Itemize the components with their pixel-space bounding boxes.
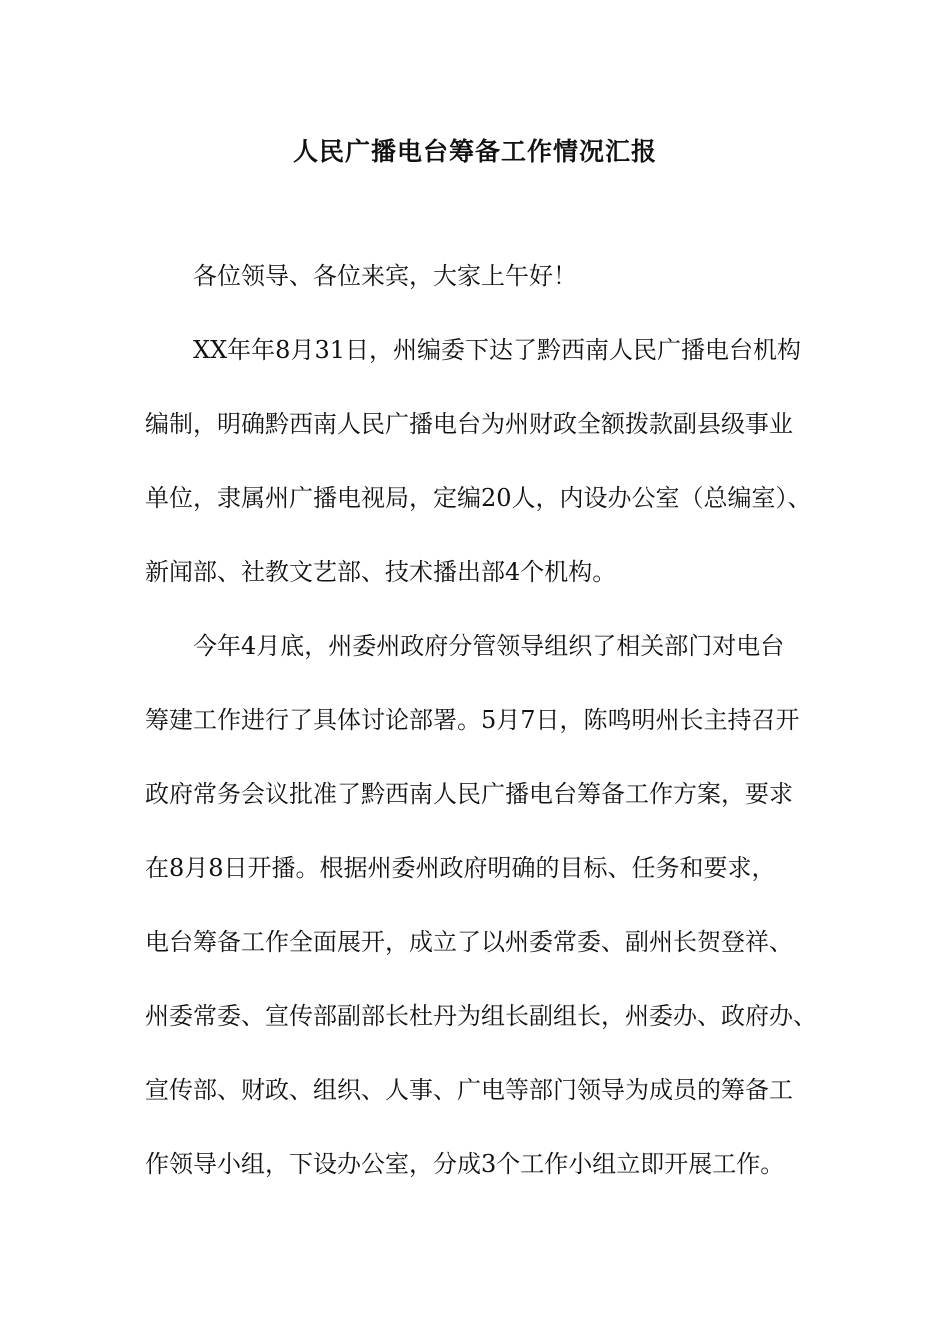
paragraph-line: 编制，明确黔西南人民广播电台为州财政全额拨款副县级事业 [145, 410, 793, 438]
paragraph-line: XX年年8月31日，州编委下达了黔西南人民广播电台机构 [193, 336, 801, 364]
paragraph-line: 各位领导、各位来宾，大家上午好！ [193, 262, 577, 290]
paragraph-line: 政府常务会议批准了黔西南人民广播电台筹备工作方案，要求 [145, 780, 793, 808]
paragraph-line: 作领导小组，下设办公室，分成3个工作小组立即开展工作。 [145, 1150, 785, 1178]
paragraph-line: 筹建工作进行了具体讨论部署。5月7日，陈鸣明州长主持召开 [145, 706, 800, 734]
paragraph-line: 宣传部、财政、组织、人事、广电等部门领导为成员的筹备工 [145, 1076, 793, 1104]
paragraph-line: 在8月8日开播。根据州委州政府明确的目标、任务和要求， [145, 854, 776, 882]
paragraph-line: 新闻部、社教文艺部、技术播出部4个机构。 [145, 558, 617, 586]
document-body [145, 253, 825, 1215]
paragraph-line: 今年4月底，州委州政府分管领导组织了相关部门对电台 [193, 632, 785, 660]
paragraph-line: 州委常委、宣传部副部长杜丹为组长副组长，州委办、政府办、 [145, 1002, 817, 1030]
document-title: 人民广播电台筹备工作情况汇报 [292, 137, 657, 166]
paragraph-line: 电台筹备工作全面展开，成立了以州委常委、副州长贺登祥、 [145, 928, 793, 956]
paragraph-line: 单位，隶属州广播电视局，定编20人，内设办公室（总编室）、 [145, 484, 812, 512]
